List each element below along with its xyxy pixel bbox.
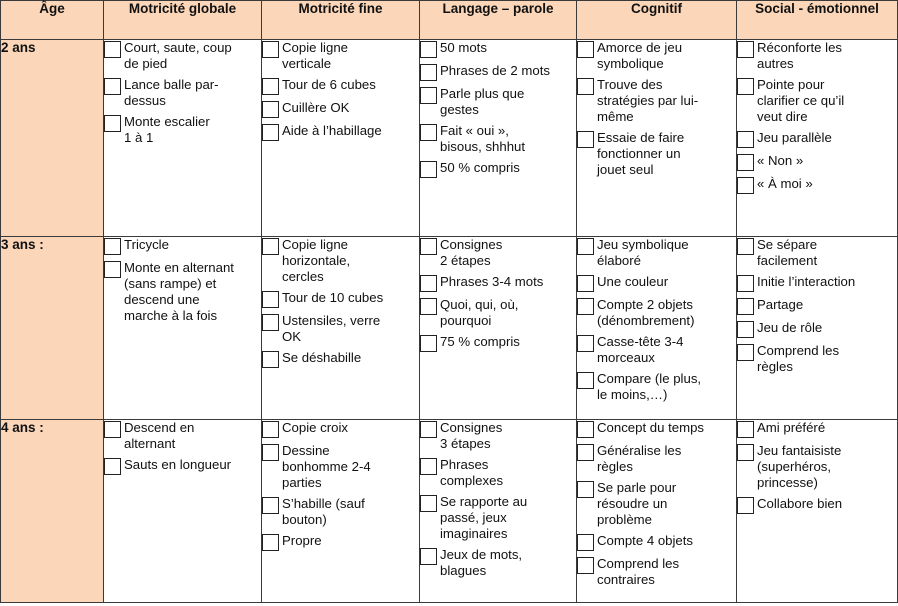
checklist-item [104,420,261,452]
cell-gross-motor [104,420,262,603]
checklist-item-label: Copie ligne verticale [282,40,348,71]
checkbox[interactable] [577,335,594,352]
checkbox[interactable] [104,238,121,255]
cell-language [420,40,577,237]
checkbox[interactable] [737,41,754,58]
checklist-item [577,77,736,125]
checkbox[interactable] [577,372,594,389]
checklist-item [420,274,576,292]
checklist-item [737,130,897,148]
checklist-item-label: Aide à l’habillage [282,123,382,138]
checklist-item-label: Court, saute, coup de pied [124,40,232,71]
checkbox[interactable] [420,298,437,315]
checklist-item [420,86,576,118]
checkbox[interactable] [577,78,594,95]
checkbox[interactable] [262,101,279,118]
checklist-item-label: Comprend les contraires [597,556,680,587]
checklist-item [737,237,897,269]
checkbox[interactable] [737,131,754,148]
checklist-item-label: Initie l’interaction [757,274,856,289]
checkbox[interactable] [737,238,754,255]
checkbox[interactable] [262,421,279,438]
checkbox[interactable] [262,534,279,551]
checklist-item [104,114,261,146]
checklist-item [737,153,897,171]
checklist-item [262,533,419,551]
checkbox[interactable] [420,275,437,292]
checklist-item-label: 75 % compris [440,334,520,349]
checkbox[interactable] [420,87,437,104]
checklist-item [577,130,736,178]
checklist-item [262,77,419,95]
checklist-item [420,297,576,329]
checkbox[interactable] [737,321,754,338]
header-cognitive: Cognitif [577,1,737,40]
checklist-item-label: Jeu parallèle [757,130,832,145]
checkbox[interactable] [104,115,121,132]
checklist-item [262,123,419,141]
checklist-item-label: Jeux de mots, blagues [440,547,523,578]
checkbox[interactable] [262,124,279,141]
checklist-item [262,40,419,72]
checklist-item-label: Trouve des stratégies par lui- même [597,77,699,124]
checklist-item-label: Comprend les règles [757,343,840,374]
checkbox[interactable] [577,421,594,438]
checklist-item-label: 50 % compris [440,160,520,175]
checklist-item [577,334,736,366]
checkbox[interactable] [737,344,754,361]
checkbox[interactable] [104,78,121,95]
checkbox[interactable] [577,557,594,574]
checkbox[interactable] [262,41,279,58]
header-age: Âge [1,1,104,40]
checklist-item [420,63,576,81]
checklist-item [420,123,576,155]
checklist-item-label: Essaie de faire fonctionner un jouet seul [597,130,685,177]
checkbox[interactable] [737,275,754,292]
checkbox[interactable] [577,41,594,58]
checklist-item [737,320,897,338]
header-social-emotional: Social - émotionnel [737,1,898,40]
header-language: Langage – parole [420,1,577,40]
checkbox[interactable] [577,444,594,461]
checklist-item-label: Copie croix [282,420,348,435]
checklist-item [577,40,736,72]
checkbox[interactable] [737,154,754,171]
checkbox[interactable] [262,497,279,514]
age-label: 2 ans [1,40,104,237]
checkbox[interactable] [262,78,279,95]
checklist-item-label: « À moi » [757,176,813,191]
checklist-item-label: Compte 4 objets [597,533,694,548]
checklist-item [104,77,261,109]
cell-fine-motor [262,40,420,237]
checklist-item-label: Tour de 6 cubes [282,77,376,92]
checklist-item [262,237,419,285]
checkbox[interactable] [737,78,754,95]
checklist-item-label: 50 mots [440,40,487,55]
checklist-item-label: Concept du temps [597,420,705,435]
checklist-item-label: Phrases 3-4 mots [440,274,544,289]
checkbox[interactable] [262,351,279,368]
age-label: 4 ans : [1,420,104,603]
checkbox[interactable] [262,444,279,461]
checklist-item [577,480,736,528]
checklist-item-label: Dessine bonhomme 2-4 parties [282,443,371,490]
checkbox[interactable] [262,238,279,255]
checklist-item [262,496,419,528]
checklist-item [737,77,897,125]
checklist-item-label: « Non » [757,153,804,168]
checklist-item-label: Phrases complexes [440,457,504,488]
checklist-item-label: Se rapporte au passé, jeux imaginaires [440,494,528,541]
checklist-item-label: Jeu symbolique élaboré [597,237,689,268]
checkbox[interactable] [420,421,437,438]
checklist-item [577,371,736,403]
checklist-item-label: Propre [282,533,322,548]
cell-social-emotional [737,237,898,420]
table-row [1,40,898,237]
checklist-item [420,547,576,579]
checklist-item-label: Consignes 3 étapes [440,420,503,451]
checklist-item [262,290,419,308]
checklist-item-label: Partage [757,297,804,312]
header-row [1,1,898,40]
checklist-item [737,297,897,315]
checkbox[interactable] [420,495,437,512]
checkbox[interactable] [737,298,754,315]
checkbox[interactable] [420,335,437,352]
checkbox[interactable] [577,534,594,551]
checklist-item [420,160,576,178]
checklist-item-label: Phrases de 2 mots [440,63,550,78]
table-row [1,420,898,603]
cell-gross-motor [104,40,262,237]
checklist-item-label: Amorce de jeu symbolique [597,40,683,71]
checklist-item [577,274,736,292]
checklist-item [420,237,576,269]
header-gross-motor: Motricité globale [104,1,262,40]
checklist-item-label: Monte en alternant (sans rampe) et descend une marche à la fois [124,260,234,323]
checklist-item [104,40,261,72]
checklist-item [737,40,897,72]
cell-cognitive [577,237,737,420]
checklist-item-label: Compte 2 objets (dénombrement) [597,297,695,328]
checkbox[interactable] [420,124,437,141]
checkbox[interactable] [104,261,121,278]
checklist-item-label: S’habille (sauf bouton) [282,496,365,527]
checklist-item-label: Pointe pour clarifier ce qu’il veut dire [757,77,845,124]
checkbox[interactable] [420,64,437,81]
header-fine-motor: Motricité fine [262,1,420,40]
cell-cognitive [577,420,737,603]
table-row [1,237,898,420]
checkbox[interactable] [577,481,594,498]
checklist-item [577,443,736,475]
checklist-item-label: Cuillère OK [282,100,350,115]
checklist-item [104,237,261,255]
checklist-item-label: Se déshabille [282,350,362,365]
cell-language [420,420,577,603]
checklist-item-label: Descend en alternant [124,420,195,451]
checklist-item-label: Parle plus que gestes [440,86,525,117]
checkbox[interactable] [577,131,594,148]
checklist-item-label: Monte escalier 1 à 1 [124,114,210,145]
checklist-item [420,334,576,352]
checklist-item [737,443,897,491]
checklist-item [262,313,419,345]
checklist-item-label: Jeu fantaisiste (superhéros, princesse) [757,443,842,490]
checklist-item-label: Se parle pour résoudre un problème [597,480,677,527]
checklist-item-label: Tour de 10 cubes [282,290,384,305]
checklist-item-label: Copie ligne horizontale, cercles [282,237,351,284]
checklist-item-label: Ustensiles, verre OK [282,313,381,344]
checkbox[interactable] [420,238,437,255]
cell-gross-motor [104,237,262,420]
checkbox[interactable] [104,458,121,475]
checkbox[interactable] [577,275,594,292]
checkbox[interactable] [420,161,437,178]
checklist-item-label: Fait « oui », bisous, shhhut [440,123,526,154]
checklist-item [577,237,736,269]
checklist-item [737,343,897,375]
checklist-item-label: Consignes 2 étapes [440,237,503,268]
checklist-item-label: Collabore bien [757,496,843,511]
checkbox[interactable] [420,458,437,475]
checklist-item [577,556,736,588]
checklist-item [737,420,897,438]
checklist-item-label: Sauts en longueur [124,457,232,472]
checklist-item [420,494,576,542]
checklist-item-label: Casse-tête 3-4 morceaux [597,334,684,365]
checklist-item [577,420,736,438]
checklist-item-label: Compare (le plus, le moins,…) [597,371,702,402]
checklist-item [737,274,897,292]
checklist-item-label: Une couleur [597,274,669,289]
checkbox[interactable] [737,177,754,194]
checkbox[interactable] [737,497,754,514]
checklist-item [262,350,419,368]
cell-social-emotional [737,40,898,237]
checkbox[interactable] [420,41,437,58]
cell-fine-motor [262,420,420,603]
cell-cognitive [577,40,737,237]
checkbox[interactable] [577,298,594,315]
checkbox[interactable] [104,421,121,438]
checkbox[interactable] [577,238,594,255]
checklist-item-label: Ami préféré [757,420,826,435]
checklist-item [420,457,576,489]
checklist-item-label: Quoi, qui, où, pourquoi [440,297,519,328]
cell-fine-motor [262,237,420,420]
checklist-item [577,297,736,329]
checklist-item [104,260,261,324]
checklist-item-label: Réconforte les autres [757,40,843,71]
cell-social-emotional [737,420,898,603]
checkbox[interactable] [262,291,279,308]
checklist-item [737,176,897,194]
checklist-item [420,420,576,452]
checklist-item-label: Se sépare facilement [757,237,818,268]
checklist-item [262,443,419,491]
checklist-item [104,457,261,475]
checkbox[interactable] [420,548,437,565]
checklist-item-label: Généralise les règles [597,443,682,474]
checklist-item-label: Lance balle par- dessus [124,77,219,108]
checklist-item [420,40,576,58]
cell-language [420,237,577,420]
checkbox[interactable] [262,314,279,331]
checkbox[interactable] [737,444,754,461]
checklist-item [737,496,897,514]
checklist-item [262,100,419,118]
checklist-item-label: Tricycle [124,237,169,252]
age-label: 3 ans : [1,237,104,420]
checkbox[interactable] [737,421,754,438]
checklist-item [262,420,419,438]
checklist-item-label: Jeu de rôle [757,320,823,335]
checklist-item [577,533,736,551]
checkbox[interactable] [104,41,121,58]
